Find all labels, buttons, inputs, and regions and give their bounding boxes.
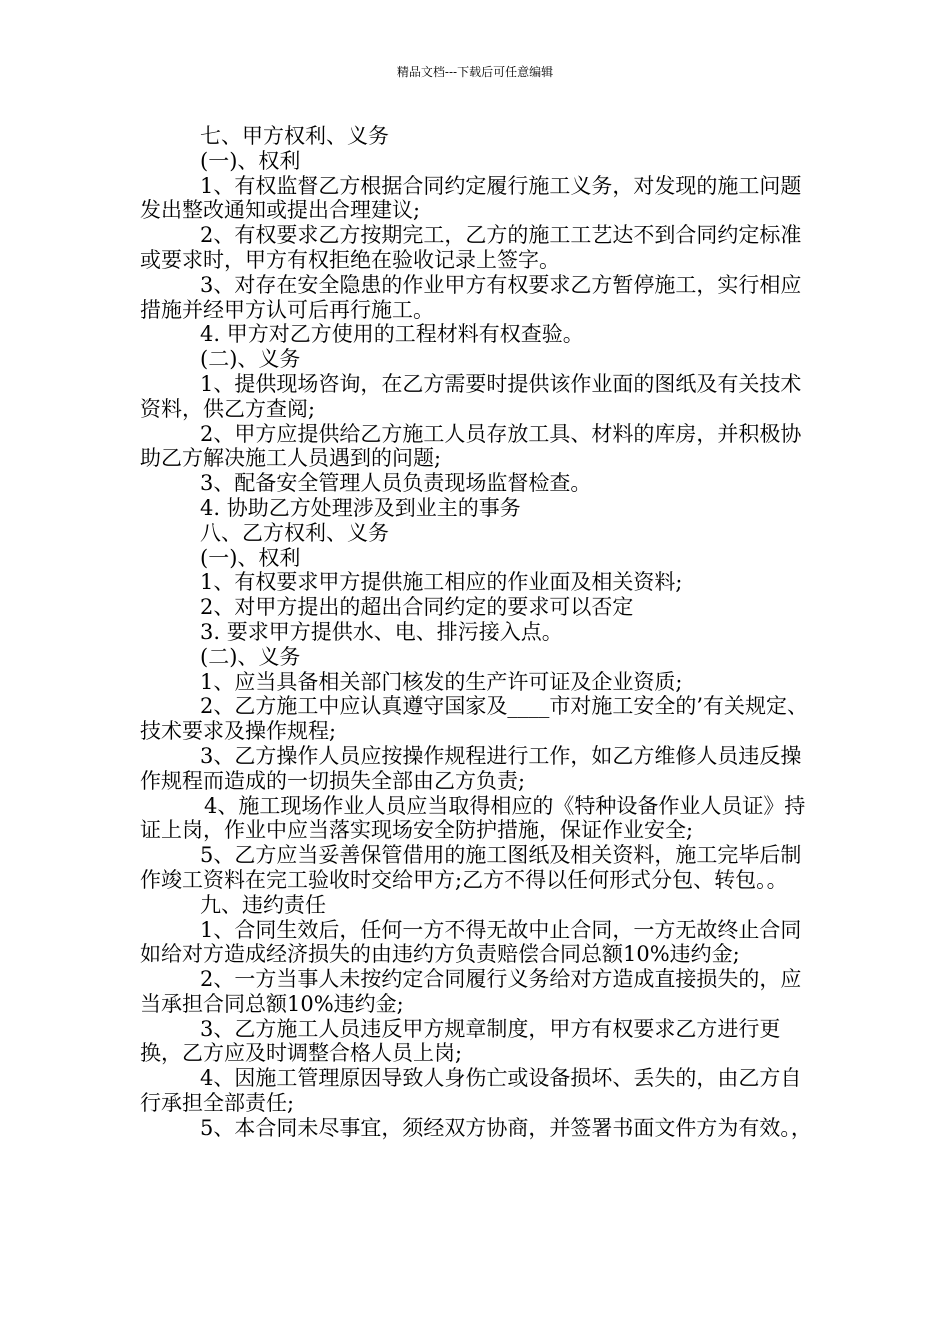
- paragraph: 1、有权要求甲方提供施工相应的作业面及相关资料;: [200, 570, 683, 595]
- paragraph: 4、施工现场作业人员应当取得相应的《特种设备作业人员证》持证上岗，作业中应当落实现场安全防护措施，保证作业安全;: [140, 793, 806, 843]
- document-body: [140, 124, 820, 1141]
- paragraph: 4、因施工管理原因导致人身伤亡或设备损坏、丢失的，由乙方自行承担全部责任;: [140, 1066, 802, 1116]
- paragraph: 3. 要求甲方提供水、电、排污接入点。: [200, 619, 563, 644]
- paragraph: 5、乙方应当妥善保管借用的施工图纸及相关资料，施工完毕后制作竣工资料在完工验收时交给甲方;乙方不得以任何形式分包、转包。。: [140, 843, 802, 892]
- paragraph: 2、乙方施工中应认真遵守国家及____市对施工安全的’有关规定、技术要求及操作规程;: [140, 694, 809, 744]
- paragraph: 1、提供现场咨询，在乙方需要时提供该作业面的图纸及有关技术资料，供乙方查阅;: [140, 371, 802, 421]
- paragraph: 3、乙方施工人员违反甲方规章制度，甲方有权要求乙方进行更换，乙方应及时调整合格人员上岗;: [140, 1016, 781, 1066]
- paragraph: 八、乙方权利、义务: [200, 520, 389, 545]
- paragraph: 3、配备安全管理人员负责现场监督检查。: [200, 471, 592, 496]
- paragraph: (一)、权利: [200, 148, 301, 173]
- paragraph: (一)、权利: [200, 545, 301, 570]
- paragraph: (二)、义务: [200, 644, 301, 669]
- paragraph: 2、对甲方提出的超出合同约定的要求可以否定: [200, 595, 634, 620]
- paragraph: 3、乙方操作人员应按操作规程进行工作，如乙方维修人员违反操作规程而造成的一切损失全部由乙方负责;: [140, 743, 802, 793]
- paragraph: 1、有权监督乙方根据合同约定履行施工义务，对发现的施工问题发出整改通知或提出合理建议;: [140, 173, 802, 223]
- paragraph: (二)、义务: [200, 347, 301, 372]
- paragraph: 3、对存在安全隐患的作业甲方有权要求乙方暂停施工，实行相应措施并经甲方认可后再行施工。: [140, 272, 802, 322]
- paragraph: 2、一方当事人未按约定合同履行义务给对方造成直接损失的，应当承担合同总额10%违约金;: [140, 967, 802, 1016]
- page-header: 精品文档---下载后可任意编辑: [396, 65, 554, 79]
- paragraph: 5、本合同未尽事宜，须经双方协商，并签署书面文件方为有效。，: [200, 1115, 812, 1140]
- paragraph: 2、甲方应提供给乙方施工人员存放工具、材料的库房，并积极协助乙方解决施工人员遇到的问题;: [140, 421, 802, 471]
- paragraph: 1、应当具备相关部门核发的生产许可证及企业资质;: [200, 669, 683, 694]
- paragraph: 4. 甲方对乙方使用的工程材料有权查验。: [200, 322, 584, 347]
- paragraph: 九、违约责任: [200, 892, 326, 917]
- paragraph: 1、合同生效后，任何一方不得无故中止合同，一方无故终止合同如给对方造成经济损失的由违约方负责赔偿合同总额10%违约金;: [140, 917, 802, 967]
- paragraph: 七、甲方权利、义务: [200, 124, 389, 148]
- paragraph: 2、有权要求乙方按期完工，乙方的施工工艺达不到合同约定标准或要求时，甲方有权拒绝在验收记录上签字。: [140, 223, 802, 272]
- paragraph: 4. 协助乙方处理涉及到业主的事务: [200, 495, 521, 520]
